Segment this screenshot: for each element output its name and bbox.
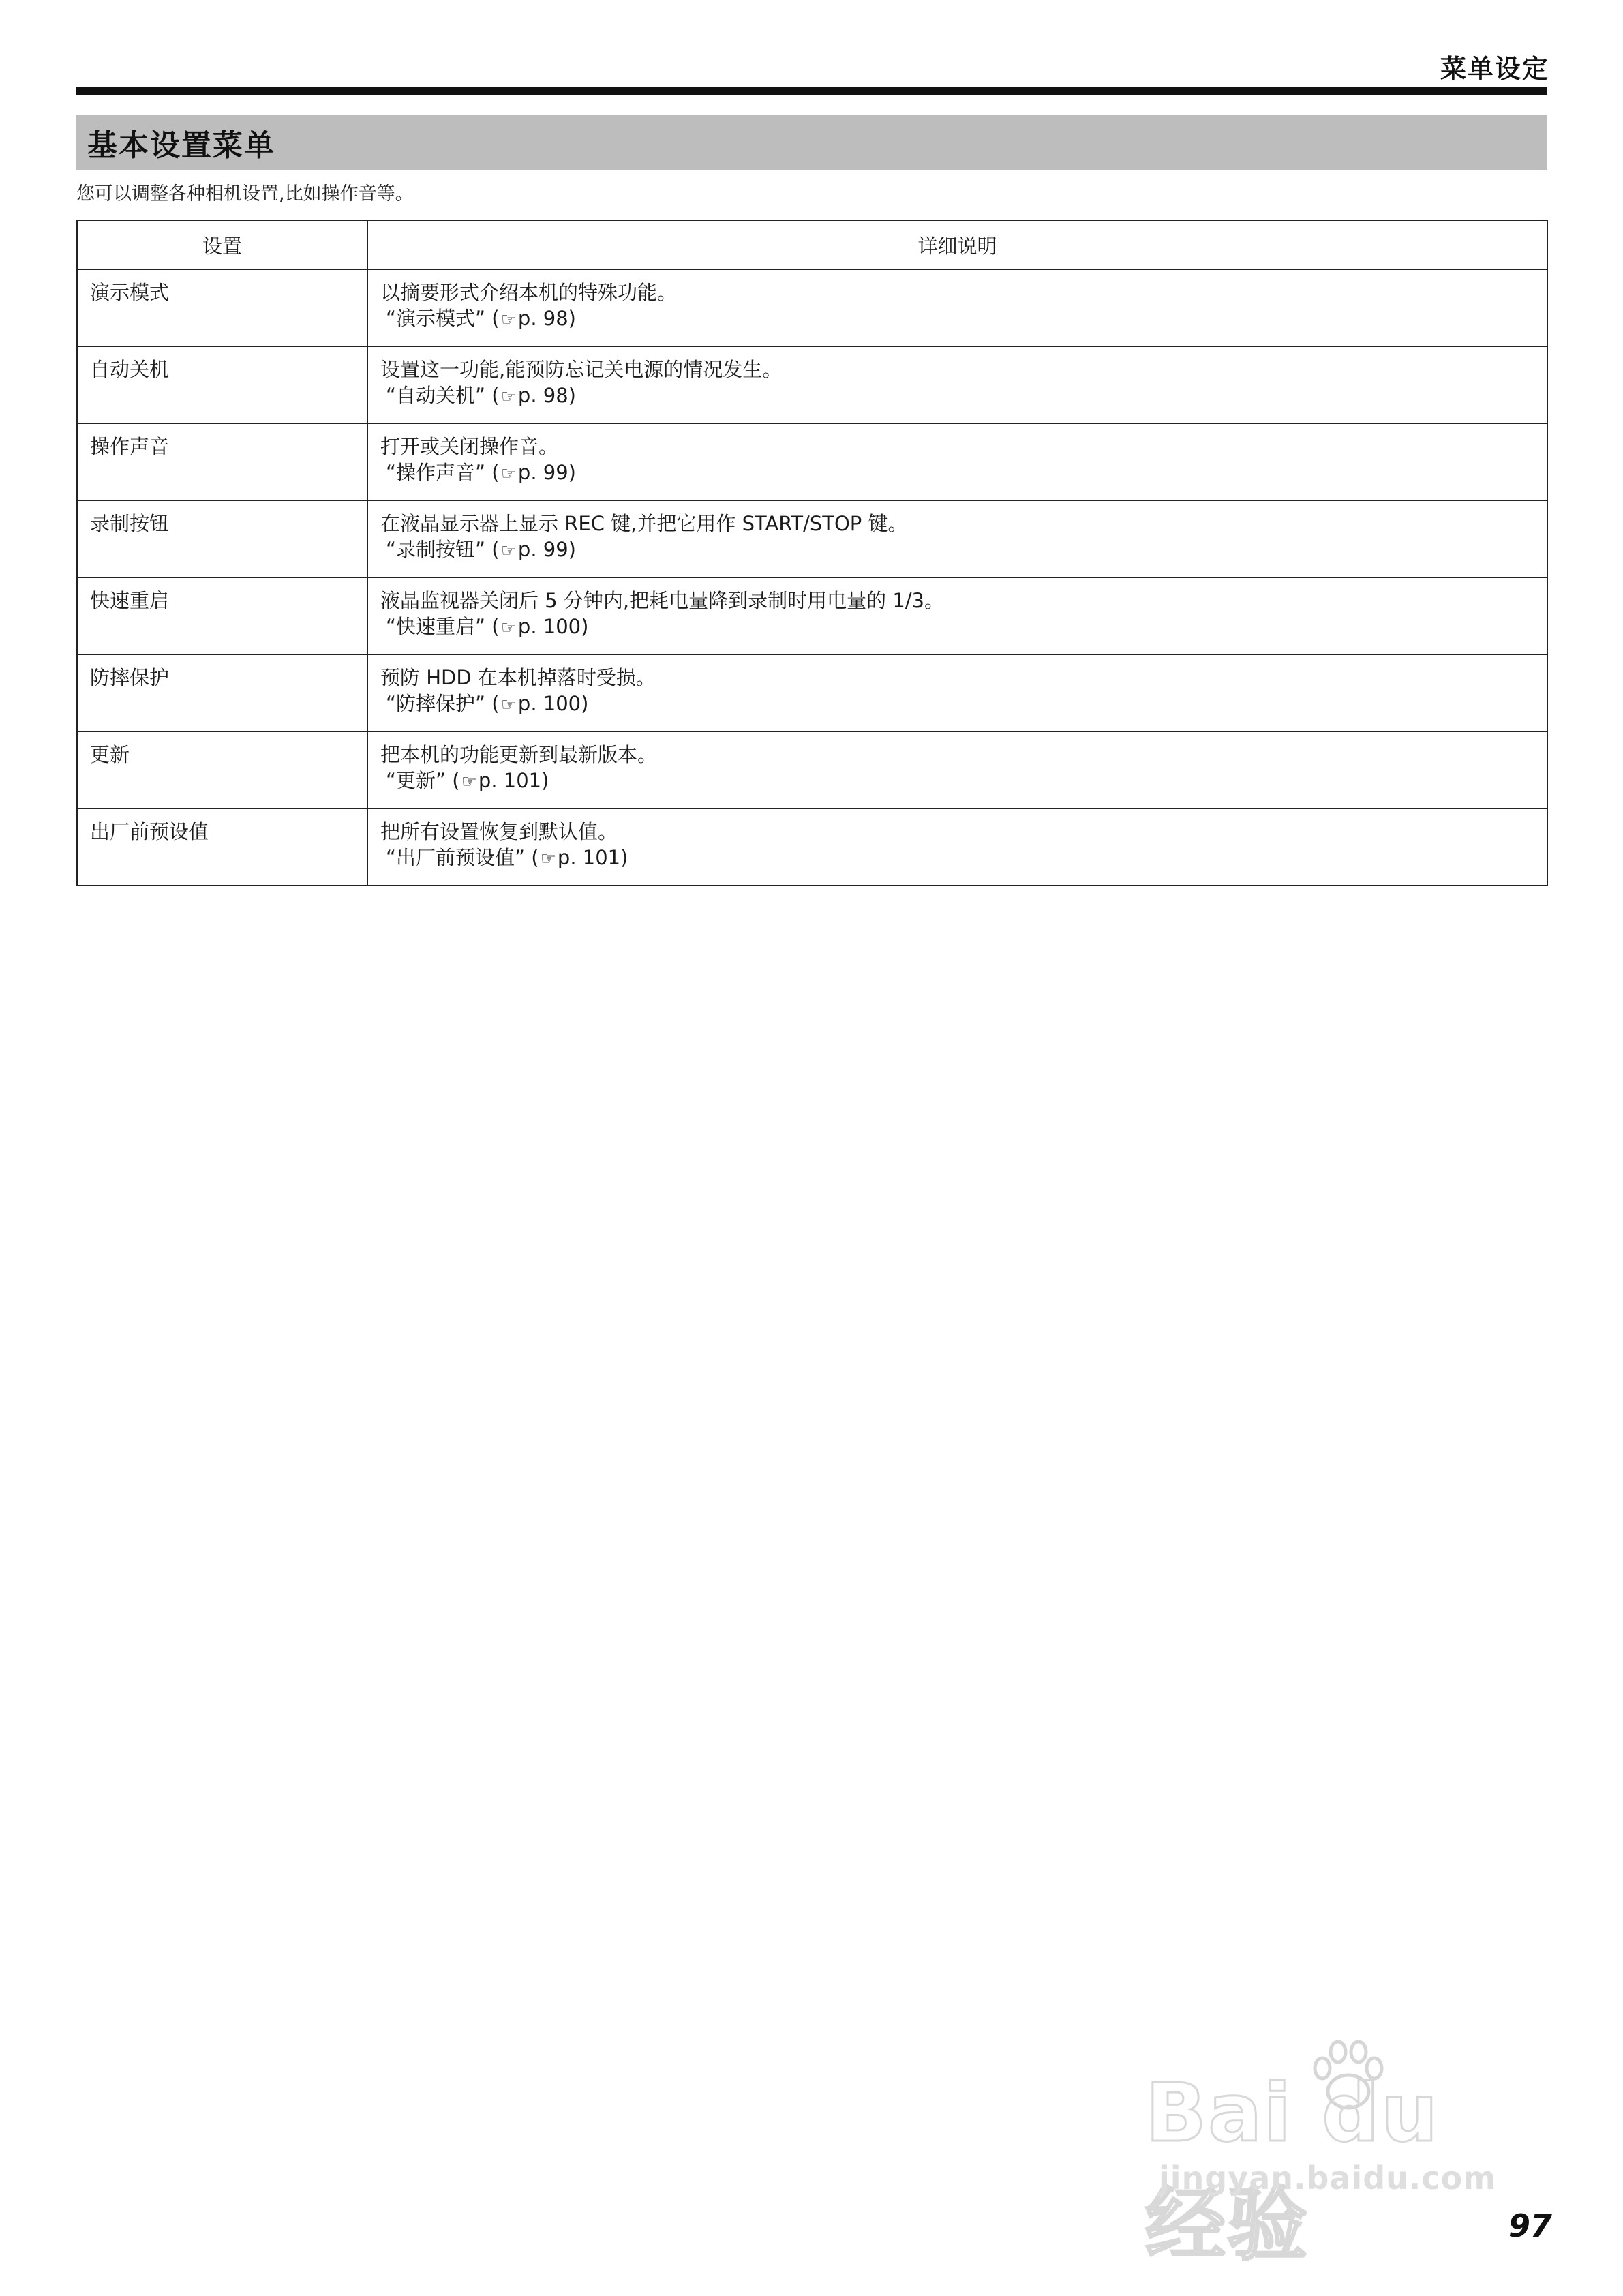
setting-description: 把本机的功能更新到最新版本。	[380, 743, 658, 766]
table-row	[77, 654, 1547, 731]
reference-page: p. 99)	[517, 461, 576, 484]
watermark-logo: Bai du 经验	[1145, 2066, 1440, 2271]
setting-description: 打开或关闭操作音。	[380, 435, 559, 458]
reference-name: “演示模式” (	[386, 307, 500, 330]
setting-detail	[367, 269, 1547, 346]
table-row	[77, 731, 1547, 809]
setting-detail	[367, 346, 1547, 423]
reference-name: “操作声音” (	[386, 461, 500, 484]
setting-description: 液晶监视器关闭后 5 分钟内,把耗电量降到录制时用电量的 1/3。	[380, 589, 944, 612]
setting-name: 防摔保护	[77, 654, 367, 731]
page-reference-link[interactable]	[380, 537, 1534, 564]
reference-name: “出厂前预设值” (	[386, 846, 539, 869]
settings-table	[76, 220, 1548, 886]
table-row	[77, 500, 1547, 577]
column-header-setting: 设置	[77, 220, 367, 269]
header-rule	[76, 87, 1547, 95]
setting-detail	[367, 423, 1547, 500]
setting-name: 快速重启	[77, 577, 367, 654]
reference-page: p. 98)	[517, 384, 576, 407]
pointing-hand-icon: ☞	[500, 541, 517, 561]
page-reference-link[interactable]	[380, 382, 1534, 410]
setting-name: 录制按钮	[77, 500, 367, 577]
table-row	[77, 346, 1547, 423]
section-intro: 您可以调整各种相机设置,比如操作音等。	[76, 183, 414, 205]
reference-name: “录制按钮” (	[386, 538, 500, 561]
table-row	[77, 269, 1547, 346]
table-row	[77, 809, 1547, 886]
setting-detail	[367, 577, 1547, 654]
page-number: 97	[1508, 2207, 1552, 2244]
setting-name: 自动关机	[77, 346, 367, 423]
reference-name: “自动关机” (	[386, 384, 500, 407]
setting-name: 操作声音	[77, 423, 367, 500]
reference-page: p. 98)	[517, 307, 576, 330]
table-row	[77, 423, 1547, 500]
watermark-url: jingyan.baidu.com	[1159, 2160, 1497, 2196]
pointing-hand-icon: ☞	[500, 618, 517, 638]
setting-description: 设置这一功能,能预防忘记关电源的情况发生。	[380, 358, 783, 381]
setting-detail	[367, 500, 1547, 577]
column-header-detail: 详细说明	[367, 220, 1547, 269]
setting-name: 更新	[77, 731, 367, 809]
page-reference-link[interactable]	[380, 305, 1534, 333]
pointing-hand-icon: ☞	[540, 849, 556, 869]
section-header-bar	[76, 115, 1547, 170]
section-title: 基本设置菜单	[87, 128, 275, 163]
table-header-row	[77, 220, 1547, 269]
setting-description: 把所有设置恢复到默认值。	[380, 820, 618, 843]
page-reference-link[interactable]	[380, 845, 1534, 872]
reference-name: “防摔保护” (	[386, 692, 500, 715]
setting-name: 演示模式	[77, 269, 367, 346]
reference-page: p. 99)	[517, 538, 576, 561]
watermark	[1145, 2038, 1527, 2271]
setting-description: 在液晶显示器上显示 REC 键,并把它用作 START/STOP 键。	[380, 512, 908, 535]
pointing-hand-icon: ☞	[500, 309, 517, 330]
pointing-hand-icon: ☞	[500, 695, 517, 715]
setting-description: 预防 HDD 在本机掉落时受损。	[380, 666, 656, 689]
pointing-hand-icon: ☞	[461, 772, 477, 792]
page-reference-link[interactable]	[380, 691, 1534, 718]
setting-description: 以摘要形式介绍本机的特殊功能。	[380, 281, 678, 304]
chapter-title: 菜单设定	[1440, 54, 1549, 84]
reference-page: p. 100)	[517, 615, 589, 638]
reference-page: p. 101)	[478, 769, 549, 792]
page-reference-link[interactable]	[380, 459, 1534, 487]
page-reference-link[interactable]	[380, 768, 1534, 795]
setting-name: 出厂前预设值	[77, 809, 367, 886]
setting-detail	[367, 654, 1547, 731]
pointing-hand-icon: ☞	[500, 387, 517, 407]
reference-name: “快速重启” (	[386, 615, 500, 638]
setting-detail	[367, 731, 1547, 809]
page-reference-link[interactable]	[380, 614, 1534, 641]
setting-detail	[367, 809, 1547, 886]
reference-name: “更新” (	[386, 769, 460, 792]
reference-page: p. 100)	[517, 692, 589, 715]
reference-page: p. 101)	[557, 846, 628, 869]
pointing-hand-icon: ☞	[500, 464, 517, 484]
table-row	[77, 577, 1547, 654]
